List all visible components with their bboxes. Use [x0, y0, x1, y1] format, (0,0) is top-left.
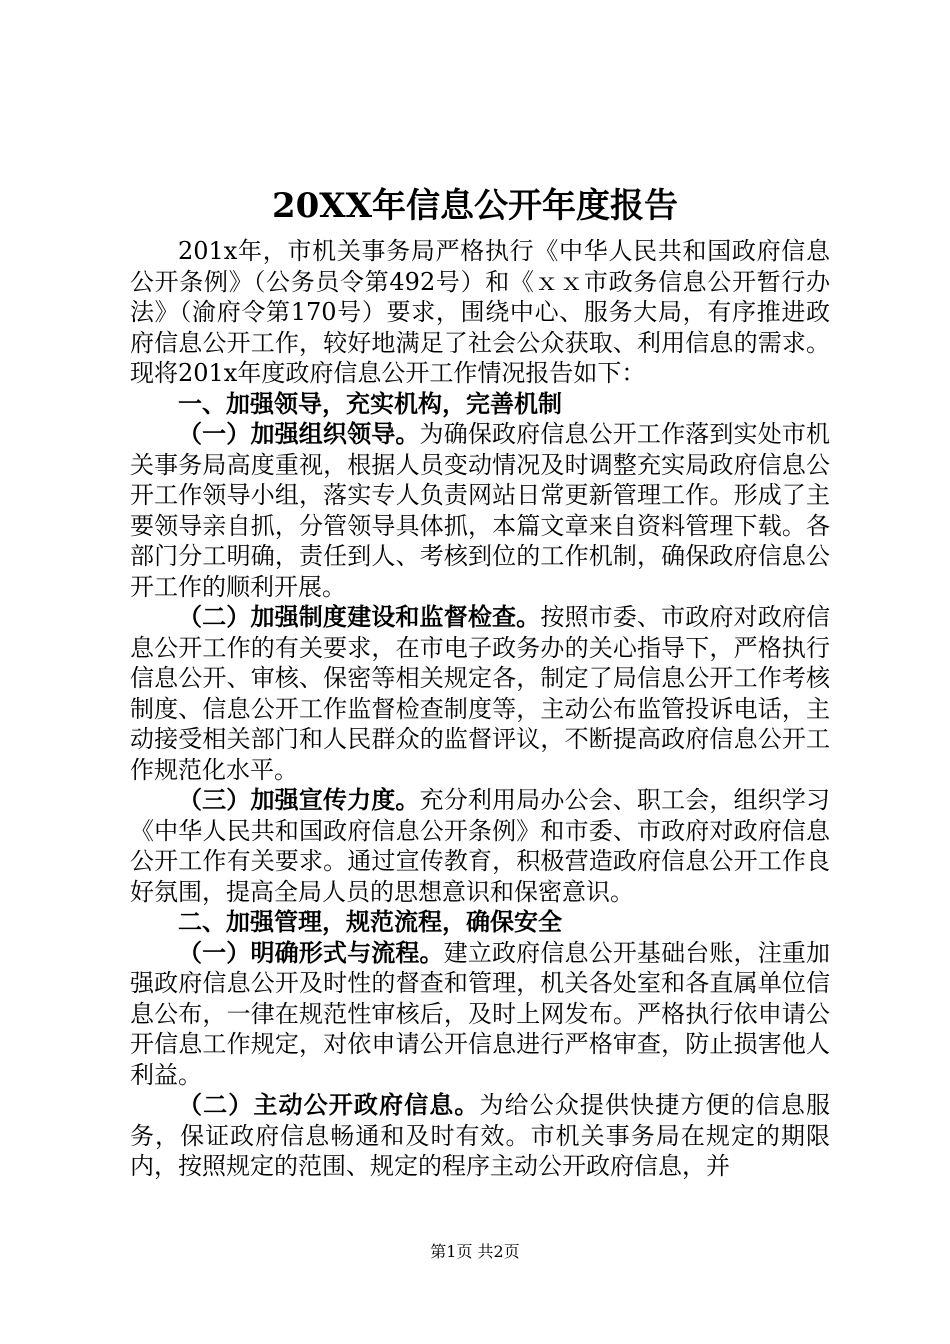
document-body [130, 236, 830, 1182]
item-text: 建立政府信息公开基础台账，注重加强政府信息公开及时性的督查和管理，机关各处室和各直属单位信息公布，一律在规范性审核后，及时上网发布。严格执行依申请公开信息工作规定，对依申请公开信息进行严格审查，防止损害他人利益。 [130, 938, 831, 1089]
item-lead: （一）加强组织领导。 [178, 419, 420, 448]
section-2-item-2 [130, 1090, 830, 1182]
item-text: 为给公众提供快捷方便的信息服务，保证政府信息畅通和及时有效。市机关事务局在规定的期限内，按照规定的范围、规定的程序主动公开政府信息，并 [130, 1091, 831, 1180]
section-2-item-1 [130, 938, 830, 1091]
section-1-item-3 [130, 785, 830, 907]
item-lead: （二）主动公开政府信息。 [178, 1090, 480, 1119]
item-lead: （二）加强制度建设和监督检查。 [178, 602, 541, 631]
item-lead: （一）明确形式与流程。 [178, 937, 444, 967]
section-heading-1: 一、加强领导，充实机构，完善机制 [178, 388, 562, 418]
intro-paragraph: 201x年，市机关事务局严格执行《中华人民共和国政府信息公开条例》（公务员令第492号）和《ｘｘ市政务信息公开暂行办法》（渝府令第170号）要求，围绕中心、服务大局，有序推进政府信息公开工作，较好地满足了社会公众获取、利用信息的需求。现将201x年度政府信息公开工作情况报告如下： [130, 237, 830, 387]
document-title: 20XX年信息公开年度报告 [271, 186, 679, 226]
section-1-item-2 [130, 602, 830, 785]
section-1-item-1 [130, 419, 830, 602]
item-text: 充分利用局办公会、职工会，组织学习《中华人民共和国政府信息公开条例》和市委、市政府对政府信息公开工作有关要求。通过宣传教育，积极营造政府信息公开工作良好氛围，提高全局人员的思想意识和保密意识。 [130, 786, 831, 906]
page-footer: 第1页 共2页 [430, 1242, 520, 1261]
item-lead: （三）加强宣传力度。 [178, 785, 420, 814]
item-text: 为确保政府信息公开工作落到实处市机关事务局高度重视，根据人员变动情况及时调整充实局政府信息公开工作领导小组，落实专人负责网站日常更新管理工作。形成了主要领导亲自抓，分管领导具体抓，本篇文章来自资料管理下载。各部门分工明确，责任到人、考核到位的工作机制，确保政府信息公开工作的顺利开展。 [130, 420, 831, 601]
item-text: 按照市委、市政府对政府信息公开工作的有关要求，在市电子政务办的关心指导下，严格执行信息公开、审核、保密等相关规定各，制定了局信息公开工作考核制度、信息公开工作监督检查制度等，主动公布监管投诉电话，主动接受相关部门和人民群众的监督评议，不断提高政府信息公开工作规范化水平。 [130, 603, 831, 784]
section-heading-2: 二、加强管理，规范流程，确保安全 [178, 907, 562, 936]
